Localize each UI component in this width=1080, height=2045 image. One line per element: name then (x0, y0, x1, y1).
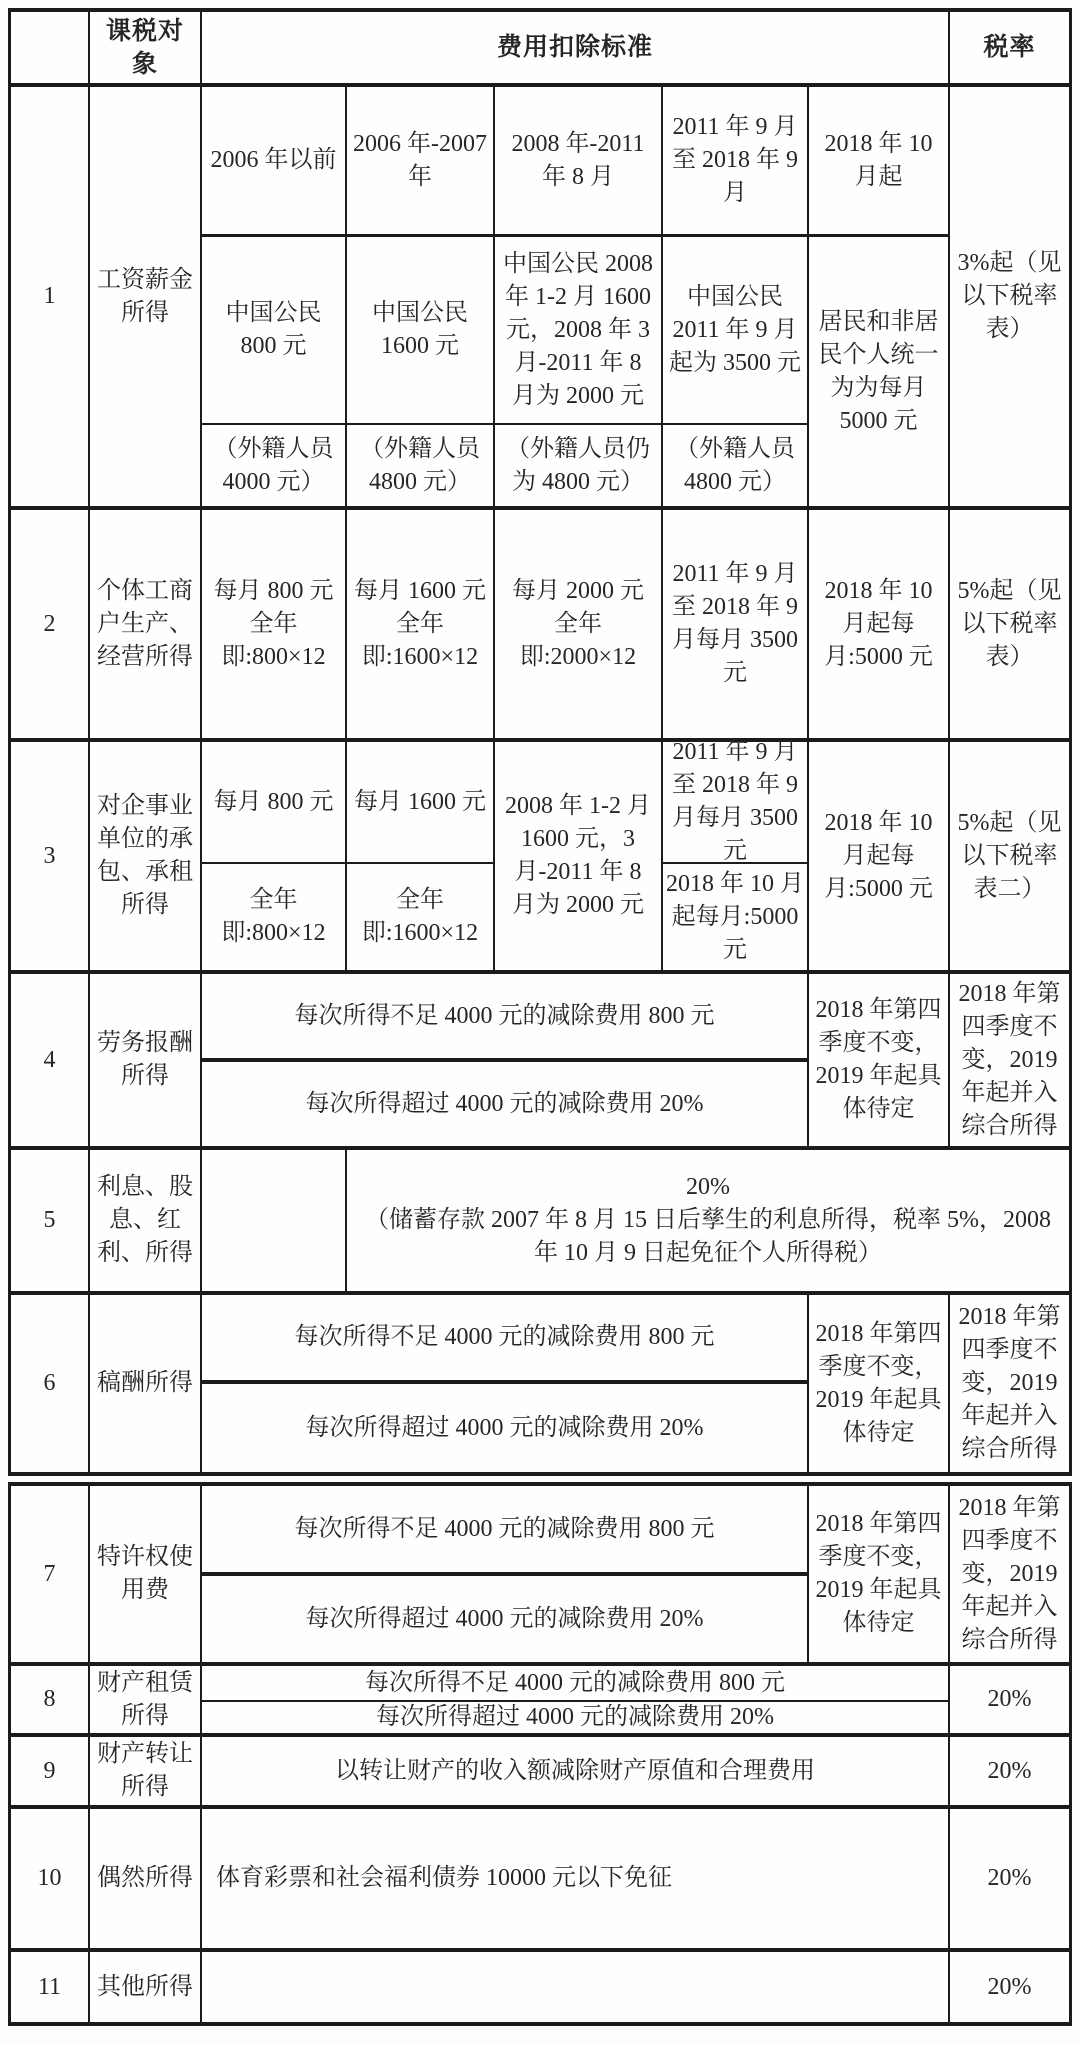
row10-number: 10 (11, 1809, 90, 1952)
row11-empty-cell (202, 1952, 950, 2022)
row2-number: 2 (11, 510, 90, 742)
row9-number: 9 (11, 1737, 90, 1809)
row7-over4000: 每次所得超过 4000 元的减除费用 20% (202, 1576, 809, 1666)
row11-rate: 20% (987, 1973, 1032, 2000)
row2-rate: 5%起（见以下税率表） (950, 510, 1069, 742)
row1-unified-5000: 居民和非居民个人统一为为每月 5000 元 (809, 237, 950, 510)
row5-rate-value: 20% (686, 1174, 730, 1200)
row6-under4000: 每次所得不足 4000 元的减除费用 800 元 (202, 1295, 809, 1384)
row5-empty-cell (202, 1150, 347, 1295)
tax-table-lower (8, 1482, 1072, 2026)
row9-deduction: 以转让财产的收入额减除财产原值和合理费用 (202, 1737, 950, 1809)
header-tax-rate: 税率 (950, 12, 1069, 87)
row1-foreign-4800c: （外籍人员 4800 元） (663, 425, 809, 510)
row8-number: 8 (11, 1666, 90, 1737)
tax-table-upper (8, 8, 1072, 1476)
row4-object: 劳务报酬所得 (90, 974, 202, 1150)
row8-under4000: 每次所得不足 4000 元的减除费用 800 元 (202, 1666, 950, 1702)
row7-rate: 2018 年第四季度不变，2019 年起并入综合所得 (950, 1486, 1069, 1666)
row1-period-2018oct: 2018 年 10 月起 (809, 87, 950, 237)
row1-period-2006-2007: 2006 年-2007 年 (347, 87, 495, 237)
row2-cell-800: 每月 800 元全年即:800×12 (202, 510, 347, 742)
row1-period-before2006: 2006 年以前 (202, 87, 347, 237)
row3-rate: 5%起（见以下税率表二） (950, 742, 1069, 974)
row7-object: 特许权使用费 (90, 1486, 202, 1666)
row1-citizen-3500: 中国公民 2011 年 9 月起为 3500 元 (663, 237, 809, 425)
row11-object: 其他所得 (90, 1952, 202, 2022)
row1-citizen-1600: 中国公民 1600 元 (347, 237, 495, 425)
row8-object: 财产租赁所得 (90, 1666, 202, 1737)
row3-b-top: 每月 1600 元 (347, 742, 495, 864)
row3-b-bottom: 全年即:1600×12 (347, 864, 495, 974)
row3-object: 对企事业单位的承包、承租所得 (90, 742, 202, 974)
row2-object: 个体工商户生产、经营所得 (90, 510, 202, 742)
row9-rate: 20% (950, 1737, 1069, 1809)
row4-number: 4 (11, 974, 90, 1150)
row1-foreign-4800b: （外籍人员仍为 4800 元） (495, 425, 663, 510)
row7-number: 7 (11, 1486, 90, 1666)
row1-object: 工资薪金所得 (90, 87, 202, 510)
row5-rate-note (347, 1150, 1069, 1295)
row1-foreign-4000: （外籍人员 4000 元） (202, 425, 347, 510)
row4-q4-note: 2018 年第四季度不变，2019 年起具体待定 (809, 974, 950, 1150)
row2-cell-1600: 每月 1600 元全年即:1600×12 (347, 510, 495, 742)
row9-object: 财产转让所得 (90, 1737, 202, 1809)
row4-over4000: 每次所得超过 4000 元的减除费用 20% (202, 1062, 809, 1150)
row1-period-2008-2011: 2008 年-2011 年 8 月 (495, 87, 663, 237)
row6-rate: 2018 年第四季度不变，2019 年起并入综合所得 (958, 1304, 1061, 1462)
row6-q4-note: 2018 年第四季度不变，2019 年起具体待定 (809, 1295, 950, 1472)
row7-under4000: 每次所得不足 4000 元的减除费用 800 元 (202, 1486, 809, 1576)
row3-number: 3 (11, 742, 90, 974)
row1-foreign-4800a: （外籍人员 4800 元） (347, 425, 495, 510)
row5-number: 5 (11, 1150, 90, 1295)
header-deduction-standard: 费用扣除标准 (202, 12, 950, 87)
row3-c: 2008 年 1-2 月 1600 元，3 月-2011 年 8 月为 2000 元 (495, 742, 663, 974)
row10-object: 偶然所得 (90, 1809, 202, 1952)
row8-over4000: 每次所得超过 4000 元的减除费用 20% (202, 1702, 950, 1737)
row1-rate: 3%起（见以下税率表） (950, 87, 1069, 510)
row3-d-top: 2011 年 9 月至 2018 年 9 月每月 3500 元 (663, 742, 809, 864)
row1-period-2011-2018: 2011 年 9 月至 2018 年 9 月 (663, 87, 809, 237)
header-index-cell (11, 12, 90, 87)
row6-object: 稿酬所得 (90, 1295, 202, 1472)
row5-object: 利息、股息、红利、所得 (90, 1150, 202, 1295)
row6-over4000: 每次所得超过 4000 元的减除费用 20% (202, 1384, 809, 1472)
row1-citizen-800: 中国公民 800 元 (202, 237, 347, 425)
row6-number: 6 (11, 1295, 90, 1472)
row10-exemption-note: 体育彩票和社会福利债券 10000 元以下免征 (202, 1809, 950, 1952)
row1-citizen-2008-2011: 中国公民 2008 年 1-2 月 1600 元，2008 年 3 月-2011 年 8 月为 2000 元 (495, 237, 663, 425)
row3-a-top: 每月 800 元 (202, 742, 347, 864)
row4-under4000: 每次所得不足 4000 元的减除费用 800 元 (202, 974, 809, 1062)
row2-cell-5000: 2018 年 10 月起每月:5000 元 (809, 510, 950, 742)
row2-cell-3500: 2011 年 9 月至 2018 年 9 月每月 3500 元 (663, 510, 809, 742)
row7-q4-note: 2018 年第四季度不变，2019 年起具体待定 (809, 1486, 950, 1666)
row3-d-bottom: 2018 年 10 月起每月:5000 元 (663, 864, 809, 974)
row4-rate: 2018 年第四季度不变，2019 年起并入综合所得 (950, 974, 1069, 1150)
row3-e: 2018 年 10 月起每月:5000 元 (809, 742, 950, 974)
row2-cell-2000: 每月 2000 元全年即:2000×12 (495, 510, 663, 742)
row11-number: 11 (11, 1952, 90, 2022)
row3-a-bottom: 全年即:800×12 (202, 864, 347, 974)
header-taxable-object: 课税对象 (90, 12, 202, 87)
row8-rate: 20% (950, 1666, 1069, 1737)
row10-rate: 20% (950, 1809, 1069, 1952)
row1-number: 1 (11, 87, 90, 510)
row5-savings-note: （储蓄存款 2007 年 8 月 15 日后孳生的利息所得，税率 5%，2008 年 10 月 9 日起免征个人所得税） (365, 1207, 1051, 1266)
